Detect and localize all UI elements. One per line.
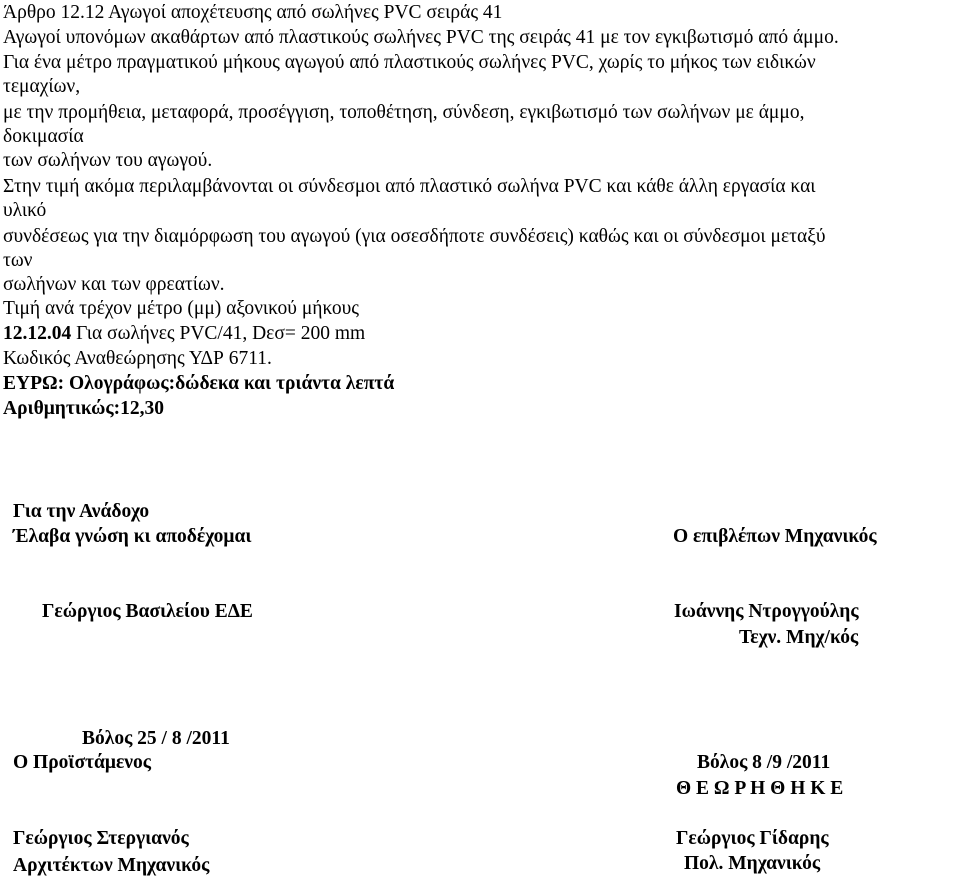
item-text: Για σωλήνες PVC/41, Dεσ= 200 mm bbox=[71, 323, 366, 344]
supervisor-name: Ιωάννης Ντρογγούλης bbox=[674, 601, 859, 622]
description-line: συνδέσεως για την διαμόρφωση του αγωγού (για οσεσδήποτε συνδέσεις) καθώς και οι σύνδεσμοι μεταξύ bbox=[3, 226, 826, 247]
item-code: 12.12.04 bbox=[3, 323, 72, 344]
head-name: Γεώργιος Στεργιανός bbox=[13, 828, 189, 849]
article-title: Άρθρο 12.12 Αγωγοί αποχέτευσης από σωλήνες PVC σειράς 41 bbox=[3, 2, 503, 23]
supervisor-title: Τεχν. Μηχ/κός bbox=[739, 627, 859, 648]
head-label: Ο Προϊστάμενος bbox=[13, 752, 151, 773]
description-line: των bbox=[3, 250, 33, 271]
item-line bbox=[3, 322, 365, 346]
date-right: Βόλος 8 /9 /2011 bbox=[697, 752, 831, 773]
description-line: Τιμή ανά τρέχον μέτρο (μμ) αξονικού μήκους bbox=[3, 298, 360, 319]
revision-code: Κωδικός Αναθεώρησης ΥΔΡ 6711. bbox=[3, 348, 272, 369]
description-line: δοκιμασία bbox=[3, 126, 84, 147]
description-line: σωλήνων και των φρεατίων. bbox=[3, 274, 225, 295]
price-in-words: ΕΥΡΩ: Ολογράφως:δώδεκα και τριάντα λεπτά bbox=[3, 373, 395, 394]
description-line: υλικό bbox=[3, 200, 47, 221]
price-numeric: Αριθμητικώς:12,30 bbox=[3, 398, 165, 419]
contractor-label: Για την Ανάδοχο bbox=[13, 501, 150, 522]
approver-name: Γεώργιος Γίδαρης bbox=[676, 828, 829, 849]
description-line: τεμαχίων, bbox=[3, 76, 81, 97]
approved-stamp-text: Θ Ε Ω Ρ Η Θ Η Κ Ε bbox=[676, 778, 844, 799]
supervisor-label: Ο επιβλέπων Μηχανικός bbox=[673, 526, 877, 547]
description-line: με την προμήθεια, μεταφορά, προσέγγιση, τοποθέτηση, σύνδεση, εγκιβωτισμό των σωλήνων με άμμο, bbox=[3, 102, 805, 123]
contractor-name: Γεώργιος Βασιλείου ΕΔΕ bbox=[42, 601, 253, 622]
article-subtitle: Αγωγοί υπονόμων ακαθάρτων από πλαστικούς σωλήνες PVC της σειράς 41 με τον εγκιβωτισμό από άμμο. bbox=[3, 27, 839, 48]
description-line: Για ένα μέτρο πραγματικού μήκους αγωγού από πλαστικούς σωλήνες PVC, χωρίς το μήκος των ειδικών bbox=[3, 52, 816, 73]
head-title: Αρχιτέκτων Μηχανικός bbox=[13, 855, 210, 876]
description-line: των σωλήνων του αγωγού. bbox=[3, 150, 213, 171]
date-left: Βόλος 25 / 8 /2011 bbox=[82, 728, 230, 749]
approver-title: Πολ. Μηχανικός bbox=[684, 853, 821, 874]
description-line: Στην τιμή ακόμα περιλαμβάνονται οι σύνδεσμοι από πλαστικό σωλήνα PVC και κάθε άλλη εργασία και bbox=[3, 176, 816, 197]
contractor-acknowledgement: Έλαβα γνώση κι αποδέχομαι bbox=[13, 526, 252, 547]
